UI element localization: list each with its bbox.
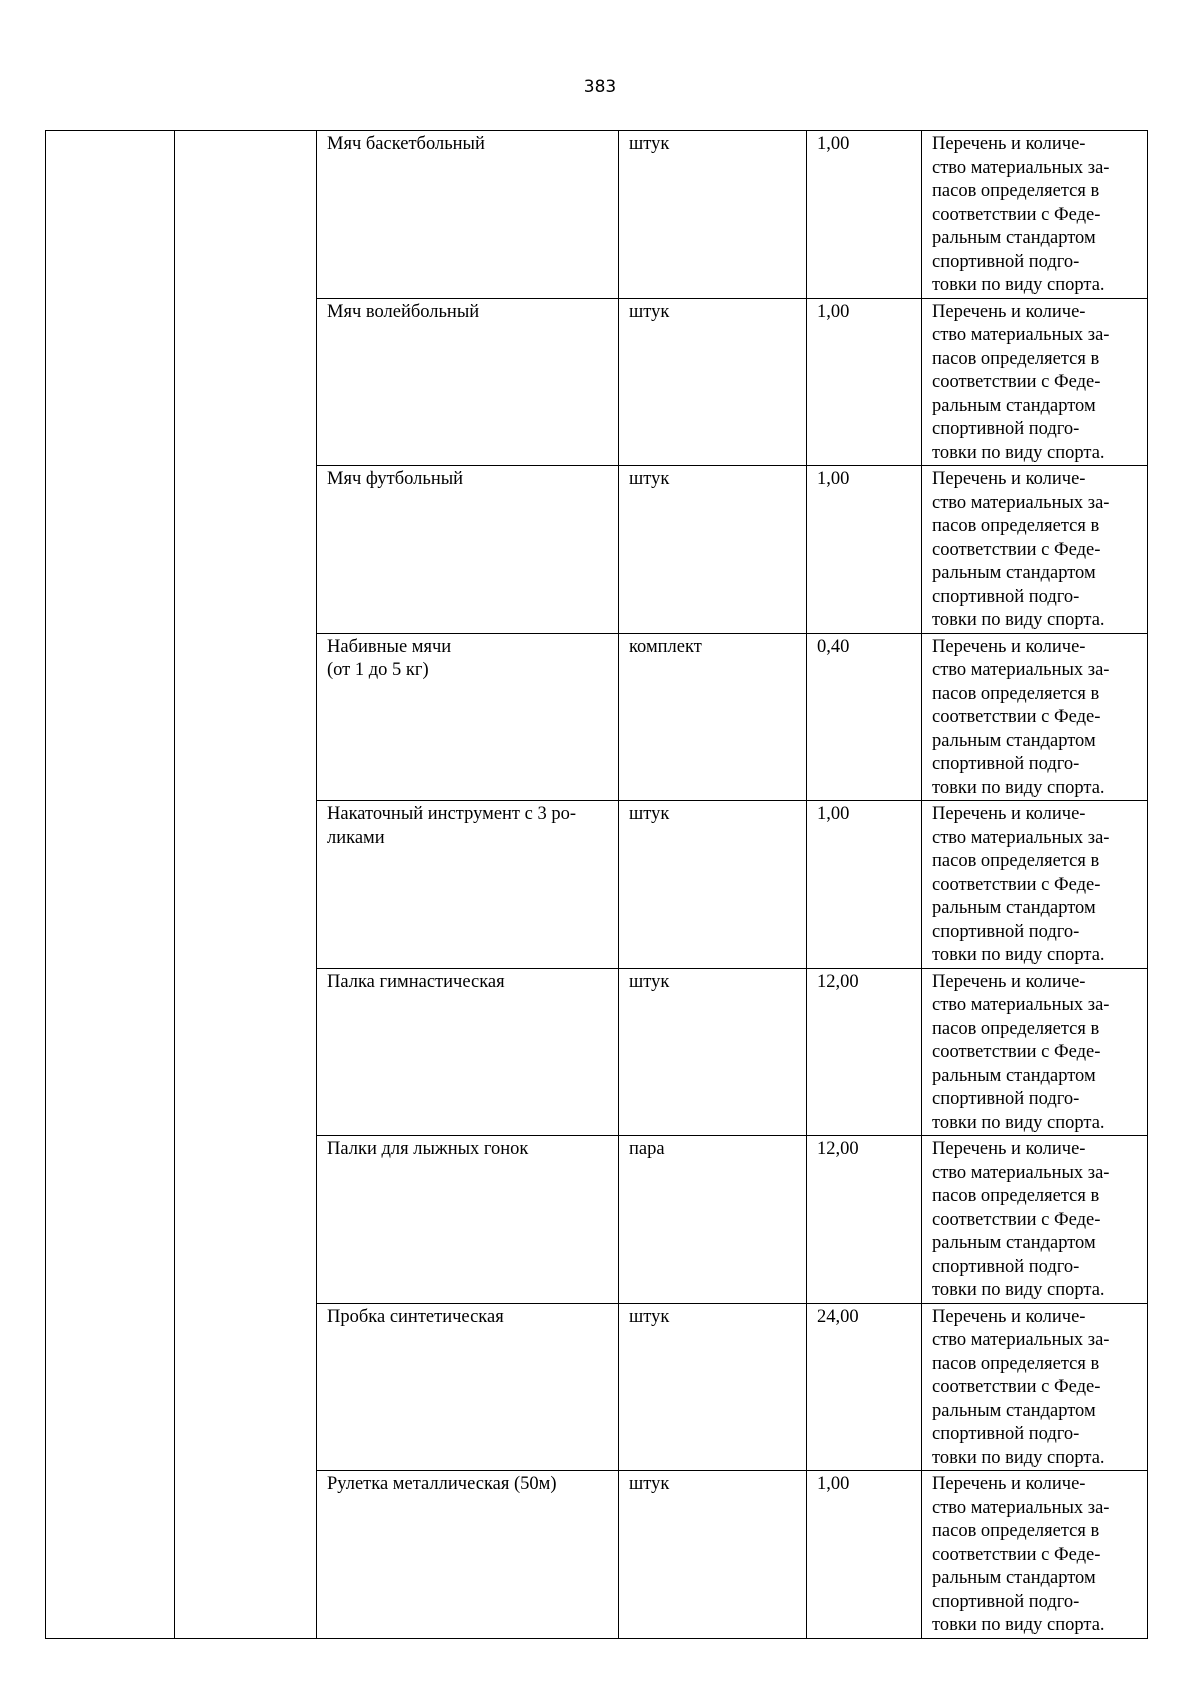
note-cell (922, 968, 1148, 1136)
note-line: ство материальных за- (932, 1330, 1110, 1350)
note-line: Перечень и количе- (932, 804, 1086, 824)
note-line: пасов определяется в (932, 516, 1100, 536)
blank-cell-1 (46, 131, 175, 1639)
note-line: товки по виду спорта. (932, 442, 1105, 463)
note-line: соответствии с Феде- (932, 539, 1101, 560)
item-name-cell: Мяч волейбольный (317, 298, 619, 466)
note-line: ство материальных за- (932, 1162, 1110, 1183)
note-cell (922, 801, 1148, 969)
note-line: ральным стандартом (932, 395, 1096, 416)
item-name-cell: Палка гимнастическая (317, 968, 619, 1136)
note-line: соответствии с Феде- (932, 874, 1101, 895)
quantity-cell: 24,00 (807, 1303, 922, 1471)
unit-cell: штук (619, 298, 807, 466)
note-line: товки по виду спорта. (932, 1112, 1105, 1133)
note-line: пасов определяется в (932, 1018, 1100, 1039)
note-line: товки по виду спорта. (932, 1447, 1105, 1468)
note-line: соответствии с Феде- (932, 204, 1101, 225)
note-line: пасов определяется в (932, 1353, 1100, 1374)
note-line: Перечень и количе- (932, 1474, 1086, 1494)
note-line: соответствии с Феде- (932, 1209, 1101, 1230)
note-line: пасов определяется в (932, 683, 1100, 704)
note-line: соответствии с Феде- (932, 707, 1101, 727)
equipment-table (45, 130, 1148, 1639)
unit-cell: штук (619, 131, 807, 299)
note-line: Перечень и количе- (932, 1139, 1086, 1159)
note-line: ство материальных за- (932, 325, 1110, 345)
unit-cell: комплект (619, 633, 807, 801)
blank-cell-2 (175, 131, 317, 1639)
note-line: Перечень и количе- (932, 971, 1086, 992)
note-line: ральным стандартом (932, 730, 1096, 751)
note-line: спортивной подго- (932, 1089, 1080, 1109)
quantity-cell: 1,00 (807, 466, 922, 634)
note-line: ральным стандартом (932, 1233, 1096, 1253)
note-cell (922, 633, 1148, 801)
item-name-cell: Накаточный инструмент с 3 ро- ликами (317, 801, 619, 969)
note-line: соответствии с Феде- (932, 372, 1101, 392)
note-line: товки по виду спорта. (932, 1280, 1105, 1300)
note-line: ральным стандартом (932, 228, 1096, 248)
note-line: ство материальных за- (932, 827, 1110, 848)
note-line: Перечень и количе- (932, 636, 1086, 657)
note-line: спортивной подго- (932, 251, 1080, 272)
unit-cell: штук (619, 1303, 807, 1471)
note-line: товки по виду спорта. (932, 610, 1105, 630)
item-name-cell: Рулетка металлическая (50м) (317, 1471, 619, 1639)
unit-cell: пара (619, 1136, 807, 1304)
table-row (46, 131, 1148, 299)
item-name-cell: Мяч футбольный (317, 466, 619, 634)
note-line: спортивной подго- (932, 419, 1080, 439)
unit-cell: штук (619, 466, 807, 634)
note-line: спортивной подго- (932, 921, 1080, 942)
note-line: Перечень и количе- (932, 1306, 1086, 1327)
note-line: спортивной подго- (932, 754, 1080, 774)
note-line: Перечень и количе- (932, 469, 1086, 489)
quantity-cell: 12,00 (807, 968, 922, 1136)
note-line: товки по виду спорта. (932, 1615, 1105, 1635)
note-cell (922, 131, 1148, 299)
note-cell (922, 466, 1148, 634)
item-name-cell: Набивные мячи (от 1 до 5 кг) (317, 633, 619, 801)
quantity-cell: 0,40 (807, 633, 922, 801)
note-line: ство материальных за- (932, 660, 1110, 680)
note-line: товки по виду спорта. (932, 275, 1105, 295)
unit-cell: штук (619, 1471, 807, 1639)
unit-cell: штук (619, 968, 807, 1136)
note-line: спортивной подго- (932, 1256, 1080, 1277)
note-cell (922, 298, 1148, 466)
note-line: ральным стандартом (932, 1065, 1096, 1086)
note-line: ство материальных за- (932, 157, 1110, 178)
table-body (46, 131, 1148, 1639)
item-name-cell: Мяч баскетбольный (317, 131, 619, 299)
note-line: пасов определяется в (932, 851, 1100, 871)
note-cell (922, 1471, 1148, 1639)
note-cell (922, 1136, 1148, 1304)
note-line: соответствии с Феде- (932, 1544, 1101, 1565)
note-line: ральным стандартом (932, 563, 1096, 583)
note-cell (922, 1303, 1148, 1471)
page-number: 383 (583, 77, 617, 97)
quantity-cell: 1,00 (807, 1471, 922, 1639)
note-line: пасов определяется в (932, 181, 1100, 201)
note-line: спортивной подго- (932, 1591, 1080, 1612)
note-line: ральным стандартом (932, 1400, 1096, 1421)
note-line: ство материальных за- (932, 492, 1110, 513)
quantity-cell: 1,00 (807, 298, 922, 466)
note-line: товки по виду спорта. (932, 945, 1105, 965)
note-line: спортивной подго- (932, 1424, 1080, 1444)
note-line: Перечень и количе- (932, 134, 1086, 154)
note-line: ральным стандартом (932, 1568, 1096, 1588)
note-line: ство материальных за- (932, 995, 1110, 1015)
note-line: пасов определяется в (932, 1521, 1100, 1541)
quantity-cell: 1,00 (807, 131, 922, 299)
note-line: соответствии с Феде- (932, 1377, 1101, 1397)
item-name-cell: Палки для лыжных гонок (317, 1136, 619, 1304)
note-line: соответствии с Феде- (932, 1042, 1101, 1062)
note-line: спортивной подго- (932, 586, 1080, 607)
note-line: Перечень и количе- (932, 301, 1086, 322)
item-name-cell: Пробка синтетическая (317, 1303, 619, 1471)
note-line: ральным стандартом (932, 898, 1096, 918)
quantity-cell: 12,00 (807, 1136, 922, 1304)
unit-cell: штук (619, 801, 807, 969)
note-line: пасов определяется в (932, 1186, 1100, 1206)
note-line: товки по виду спорта. (932, 777, 1105, 798)
note-line: ство материальных за- (932, 1497, 1110, 1518)
note-line: пасов определяется в (932, 348, 1100, 369)
quantity-cell: 1,00 (807, 801, 922, 969)
